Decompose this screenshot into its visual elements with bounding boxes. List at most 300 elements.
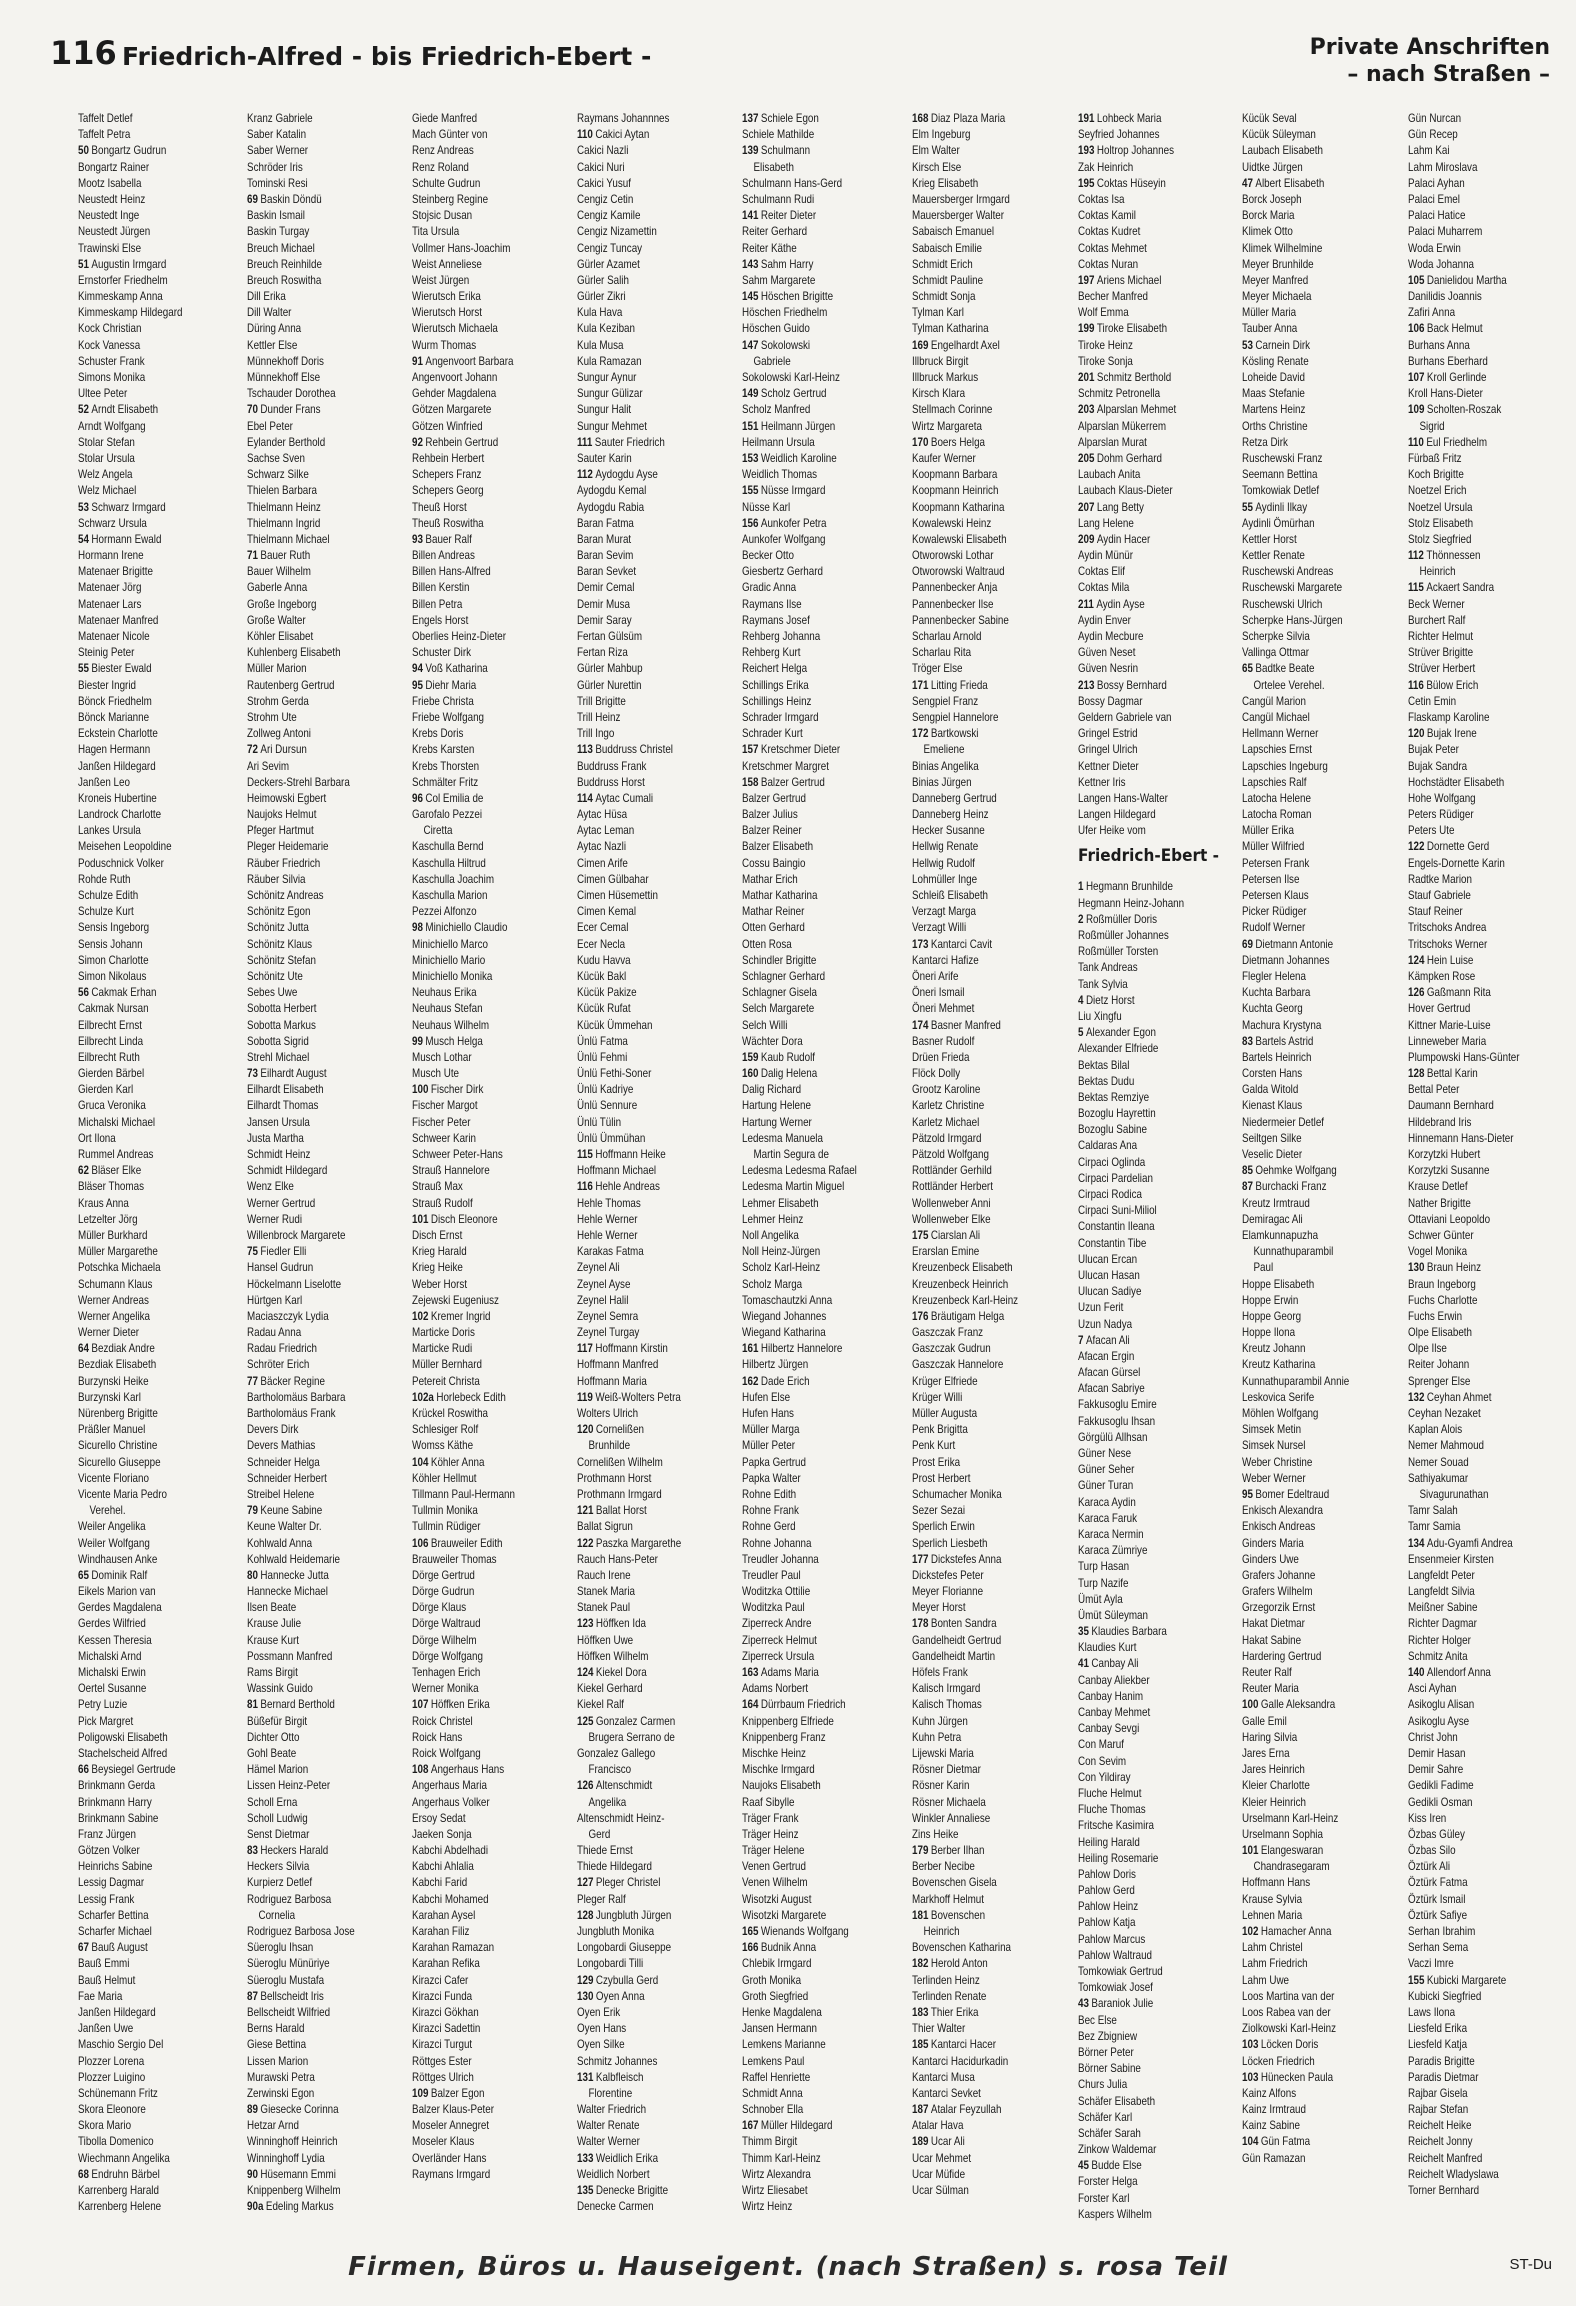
resident-entry: Schindler Brigitte: [742, 952, 817, 967]
resident-entry: Weist Anneliese: [412, 256, 482, 271]
resident-entry: Korzytzki Hubert: [1408, 1147, 1481, 1161]
page-header: [0, 0, 1576, 92]
resident-entry: [912, 1551, 1076, 1567]
resident-entry: Keune Walter Dr.: [247, 1519, 322, 1534]
house-number: 139: [742, 143, 759, 158]
house-number: 131: [577, 2069, 594, 2084]
resident-entry: Canbay Hanim: [1078, 1688, 1144, 1703]
resident-entry: Löcken Friedrich: [1242, 2053, 1315, 2068]
resident-entry: Raymans Josef: [742, 612, 810, 627]
resident-entry: Coktas Mehmet: [1078, 240, 1147, 255]
resident-name: Dietz Horst: [1085, 992, 1135, 1007]
resident-entry: Demir Saray: [577, 612, 632, 627]
resident-entry: [577, 1502, 741, 1518]
resident-entry: Sabaisch Emilie: [912, 240, 983, 255]
resident-entry: Lahm Friedrich: [1242, 1956, 1308, 1971]
resident-name: Dalig Helena: [760, 1066, 818, 1081]
resident-entry: Langfeldt Silvia: [1408, 1584, 1475, 1599]
resident-name: Allendorf Anna: [1426, 1665, 1491, 1679]
resident-entry: [1078, 878, 1242, 894]
resident-name: Heilmann Jürgen: [760, 418, 836, 433]
resident-entry: Winninghoff Heinrich: [247, 2134, 338, 2149]
resident-entry: Sicurello Christine: [78, 1438, 158, 1453]
resident-entry: Lankes Ursula: [78, 823, 141, 838]
resident-name: Augustin Irmgard: [91, 256, 167, 271]
resident-entry: Rummel Andreas: [78, 1147, 154, 1161]
resident-entry: Vicente Maria Pedro: [78, 1486, 167, 1501]
resident-entry: Friebe Christa: [412, 693, 474, 708]
resident-entry: [412, 353, 576, 369]
resident-entry: Köhler Elisabet: [247, 629, 314, 643]
resident-name: Ciarslan Ali: [930, 1227, 981, 1242]
resident-entry: Pick Margret: [78, 1713, 134, 1728]
house-number: 91: [412, 353, 423, 368]
resident-entry: Raymans Irmgard: [412, 2166, 491, 2181]
resident-entry: [1242, 1033, 1406, 1049]
resident-entry: Thimm Karl-Heinz: [742, 2150, 821, 2165]
resident-entry: [1242, 1486, 1406, 1502]
resident-entry: Hakat Sabine: [1242, 1632, 1302, 1647]
resident-name: Hormann Ewald: [91, 531, 162, 546]
resident-entry: [742, 450, 906, 466]
resident-entry: Bongartz Rainer: [78, 159, 150, 174]
resident-entry: Mischke Irmgard: [742, 1762, 815, 1777]
resident-entry: Schäfer Sarah: [1078, 2125, 1141, 2140]
resident-entry: Karaca Aydin: [1078, 1494, 1136, 1509]
resident-entry: Mauersberger Walter: [912, 208, 1005, 223]
resident-entry: Sengpiel Franz: [912, 693, 979, 708]
resident-entry: Hansel Gudrun: [247, 1260, 314, 1275]
entry-continuation: Ortelee Verehel.: [1253, 677, 1325, 692]
resident-entry: Moseler Klaus: [412, 2134, 475, 2149]
resident-entry: Karahan Filiz: [412, 1924, 470, 1938]
resident-name: Thönnessen: [1426, 548, 1481, 563]
resident-entry: Thiede Ernst: [577, 1843, 633, 1858]
resident-entry: Hormann Irene: [78, 548, 144, 563]
resident-entry: Coktas Isa: [1078, 191, 1125, 206]
resident-entry: Scholl Erna: [247, 1794, 298, 1809]
resident-entry: [1242, 1923, 1406, 1939]
resident-entry: [577, 1615, 741, 1631]
resident-entry: Schlesiger Rolf: [412, 1422, 479, 1437]
resident-entry: Disch Ernst: [412, 1227, 463, 1242]
house-number: 113: [577, 742, 593, 757]
resident-entry: Höschen Guido: [742, 321, 810, 336]
resident-entry: [78, 1939, 242, 1955]
resident-entry: Roßmüller Torsten: [1078, 944, 1159, 959]
resident-entry: Gün Nurcan: [1408, 111, 1462, 125]
resident-name: Dominik Ralf: [91, 1567, 148, 1582]
resident-entry: Schulte Gudrun: [412, 175, 481, 190]
resident-entry: Welz Michael: [78, 483, 137, 498]
resident-entry: Wirtz Heinz: [742, 2199, 793, 2214]
resident-entry: Fertan Riza: [577, 645, 628, 660]
resident-entry: Sungur Halit: [577, 402, 632, 417]
resident-name: Fiedler Elli: [260, 1244, 307, 1259]
resident-entry: Weiler Wolfgang: [78, 1535, 150, 1550]
resident-name: Sauter Friedrich: [594, 434, 665, 449]
resident-entry: Kämpken Rose: [1408, 968, 1476, 983]
resident-name: Litting Frieda: [930, 677, 988, 692]
resident-entry: Tamr Salah: [1408, 1503, 1458, 1518]
resident-entry: Ebel Peter: [247, 418, 293, 433]
resident-entry: Palaci Hatice: [1408, 208, 1466, 223]
resident-entry: Reichelt Wladyslawa: [1408, 2166, 1499, 2181]
resident-entry: Oyen Silke: [577, 2037, 625, 2052]
resident-entry: Danilidis Joannis: [1408, 289, 1482, 304]
resident-entry: Bec Else: [1078, 2012, 1117, 2027]
resident-entry: Loos Rabea van der: [1242, 2004, 1331, 2019]
house-number: 137: [742, 111, 759, 125]
resident-entry: Verzagt Willi: [912, 920, 967, 935]
resident-entry: Selch Willi: [742, 1017, 788, 1032]
resident-entry: Rohde Ruth: [78, 871, 131, 886]
resident-entry: Con Yildiray: [1078, 1769, 1131, 1784]
resident-entry: Bauer Wilhelm: [247, 564, 311, 579]
resident-entry: Zerwinski Egon: [247, 2085, 315, 2100]
resident-entry: Willenbrock Margarete: [247, 1227, 346, 1242]
resident-entry: Cangül Michael: [1242, 709, 1310, 724]
resident-entry: Schönitz Egon: [247, 904, 311, 919]
resident-entry: Schneider Herbert: [247, 1470, 327, 1485]
house-number: 172: [912, 726, 929, 741]
resident-entry: Fischer Peter: [412, 1114, 471, 1129]
resident-entry: Klimek Otto: [1242, 224, 1293, 239]
resident-name: Müller Hildegard: [760, 2118, 833, 2133]
resident-entry: Schulze Edith: [78, 888, 139, 902]
resident-entry: Plozzer Lorena: [78, 2053, 145, 2068]
resident-entry: Liu Xingfu: [1078, 1008, 1122, 1023]
resident-entry: Schneider Helga: [247, 1454, 320, 1469]
resident-name: Aydin Ayse: [1096, 596, 1145, 611]
resident-entry: Karahan Aysel: [412, 1907, 476, 1922]
resident-entry: Walter Werner: [577, 2134, 640, 2149]
resident-entry: [1078, 175, 1242, 191]
resident-entry: Weiler Angelika: [78, 1519, 146, 1534]
resident-entry: Präßler Manuel: [78, 1422, 146, 1437]
resident-entry: Vollmer Hans-Joachim: [412, 240, 511, 255]
resident-entry: Hilbertz Jürgen: [742, 1357, 809, 1372]
resident-entry: Demir Hasan: [1408, 1745, 1466, 1760]
resident-entry: Brinkmann Gerda: [78, 1778, 156, 1793]
resident-entry: Roick Christel: [412, 1713, 473, 1728]
resident-entry: Pätzold Wolfgang: [912, 1147, 989, 1161]
resident-entry: Müller Burkhard: [78, 1227, 148, 1242]
resident-entry: [1242, 2133, 1406, 2149]
resident-name: Kalbfleisch: [595, 2069, 644, 2084]
resident-entry: Gaberle Anna: [247, 580, 308, 595]
resident-entry: Gandelheidt Gertrud: [912, 1632, 1002, 1647]
resident-entry: Langen Hans-Walter: [1078, 790, 1168, 805]
resident-entry: Scharlau Rita: [912, 645, 972, 660]
resident-entry: Tylman Katharina: [912, 321, 989, 336]
resident-entry: [412, 1696, 576, 1712]
resident-entry: Koopmann Katharina: [912, 499, 1005, 514]
resident-entry: Streibel Helene: [247, 1486, 315, 1501]
resident-name: Musch Helga: [425, 1033, 483, 1048]
resident-name: Hüsemann Emmi: [260, 2166, 336, 2181]
resident-entry: Strohm Gerda: [247, 693, 309, 708]
resident-entry: Hellmann Werner: [1242, 726, 1319, 741]
resident-entry: Potschka Michaela: [78, 1260, 161, 1275]
resident-entry: Constantin Tibe: [1078, 1235, 1147, 1250]
resident-entry: Lang Helene: [1078, 515, 1134, 530]
resident-entry: Uzun Ferit: [1078, 1300, 1124, 1315]
resident-name: Schmitz Berthold: [1096, 370, 1172, 384]
resident-entry: Sokolowski Karl-Heinz: [742, 370, 840, 384]
resident-entry: Alparslan Mükerrem: [1078, 418, 1167, 433]
resident-entry: Michalski Michael: [78, 1114, 156, 1129]
resident-entry: Cimen Gülbahar: [577, 871, 649, 886]
resident-entry: Kreuzenbeck Heinrich: [912, 1276, 1009, 1291]
resident-entry: Aytac Hüsa: [577, 807, 628, 822]
house-number: 62: [78, 1163, 89, 1178]
resident-entry: Trawinski Else: [78, 240, 142, 255]
resident-entry: Winkler Annaliese: [912, 1810, 991, 1825]
resident-entry: Lohmüller Inge: [912, 871, 978, 886]
resident-entry: Lapschies Ernst: [1242, 742, 1313, 757]
resident-entry: Karletz Michael: [912, 1114, 980, 1129]
house-number: 134: [1408, 1535, 1425, 1550]
resident-entry: Tullmin Monika: [412, 1503, 478, 1518]
resident-entry: [1408, 401, 1572, 417]
house-number: 135: [577, 2183, 594, 2197]
resident-entry: Nemer Souad: [1408, 1454, 1469, 1469]
resident-entry: Hoffmann Maria: [577, 1373, 647, 1388]
house-number: 147: [742, 337, 759, 352]
resident-entry: Nemer Mahmoud: [1408, 1438, 1485, 1453]
resident-entry: Karahan Ramazan: [412, 1940, 495, 1955]
resident-entry: Cossu Baingio: [742, 855, 806, 870]
resident-entry: Gringel Ulrich: [1078, 742, 1138, 757]
resident-entry: Seemann Bettina: [1242, 467, 1318, 482]
resident-entry: Ruschewski Franz: [1242, 450, 1323, 465]
resident-entry: Ünlü Fethi-Soner: [577, 1066, 652, 1081]
resident-entry: Maciaszczyk Lydia: [247, 1308, 329, 1323]
resident-entry: Papka Gertrud: [742, 1454, 806, 1469]
resident-entry: Latocha Helene: [1242, 790, 1311, 805]
resident-entry: Zeynel Ali: [577, 1260, 620, 1275]
resident-name: Bomer Edeltraud: [1255, 1486, 1330, 1501]
resident-entry: Kula Musa: [577, 337, 624, 352]
resident-entry: Tritschoks Andrea: [1408, 920, 1487, 935]
resident-entry: Rams Birgit: [247, 1665, 298, 1679]
resident-entry: Saber Werner: [247, 143, 309, 158]
resident-entry: Cirpaci Suni-Miliol: [1078, 1203, 1157, 1218]
resident-entry: Venen Wilhelm: [742, 1875, 808, 1890]
resident-entry: Gaszczak Hannelore: [912, 1357, 1004, 1372]
resident-entry: Sobotta Markus: [247, 1017, 316, 1032]
resident-entry: [412, 1211, 576, 1227]
resident-entry: Berber Necibe: [912, 1859, 975, 1874]
resident-entry: Sobotta Sigrid: [247, 1033, 309, 1048]
house-number: 102: [412, 1308, 429, 1323]
resident-entry: Kantarci Hacidurkadin: [912, 2053, 1009, 2068]
house-number: 35: [1078, 1624, 1089, 1639]
resident-entry: Hildebrand Iris: [1408, 1114, 1472, 1129]
resident-entry: [78, 499, 242, 515]
resident-entry: Götzen Winfried: [412, 418, 483, 433]
resident-name: Voß Katharina: [425, 661, 488, 676]
resident-entry: Heiling Rosemarie: [1078, 1850, 1159, 1865]
resident-name: Nüsse Irmgard: [760, 483, 826, 498]
resident-entry: [742, 1049, 906, 1065]
resident-entry: [742, 385, 906, 401]
resident-entry: Vallinga Ottmar: [1242, 645, 1310, 660]
resident-entry: Ceyhan Nezaket: [1408, 1406, 1481, 1420]
house-number: 55: [78, 661, 89, 676]
resident-name: Höffken Erika: [430, 1697, 490, 1712]
resident-entry: Schuster Dirk: [412, 645, 472, 660]
resident-entry: Öztürk Safiye: [1408, 1907, 1468, 1922]
resident-entry: Kiekel Ralf: [577, 1697, 625, 1712]
resident-entry: [577, 1340, 741, 1356]
resident-entry: Ensenmeier Kirsten: [1408, 1551, 1494, 1566]
resident-entry: Cetin Emin: [1408, 693, 1457, 708]
resident-entry: Scherpke Silvia: [1242, 629, 1310, 643]
resident-entry: Venen Gertrud: [742, 1859, 807, 1874]
resident-entry: Hoffmann Michael: [577, 1163, 657, 1178]
resident-entry: Kessen Theresia: [78, 1632, 152, 1647]
resident-entry: Theuß Horst: [412, 499, 467, 514]
resident-entry: Langfeldt Peter: [1408, 1567, 1475, 1582]
resident-entry: Gerdes Magdalena: [78, 1600, 162, 1615]
resident-name: Budde Else: [1091, 2158, 1142, 2173]
resident-name: Eilhardt August: [260, 1066, 327, 1081]
resident-entry: Aunkofer Wolfgang: [742, 531, 826, 546]
resident-entry: Scholz Karl-Heinz: [742, 1260, 821, 1275]
resident-entry: Schmidt Erich: [912, 256, 973, 271]
resident-entry: [742, 418, 906, 434]
house-number: 106: [1408, 321, 1425, 336]
resident-entry: Gürler Azamet: [577, 256, 640, 271]
resident-entry: Aydogdu Rabia: [577, 499, 645, 514]
resident-entry: Kaufer Werner: [912, 450, 976, 465]
resident-entry: Becher Manfred: [1078, 289, 1149, 304]
resident-name: Roßmüller Doris: [1085, 911, 1158, 926]
resident-entry: Scharlau Arnold: [912, 629, 982, 643]
resident-entry: [412, 1308, 576, 1324]
resident-entry: Köhler Hellmut: [412, 1470, 477, 1485]
resident-entry: Billen Kerstin: [412, 580, 470, 595]
resident-entry: Baran Sevket: [577, 564, 637, 579]
resident-entry: Henke Magdalena: [742, 2004, 822, 2019]
resident-entry: Sachse Sven: [247, 450, 305, 465]
house-number: 122: [577, 1535, 594, 1550]
directory-column: [1078, 110, 1243, 2222]
resident-entry: Karrenberg Helene: [78, 2199, 162, 2214]
resident-entry: Krieg Heike: [412, 1260, 463, 1275]
resident-entry: Buddruss Horst: [577, 774, 645, 789]
resident-entry: Neustedt Heinz: [78, 191, 146, 206]
resident-name: Angerhaus Hans: [430, 1762, 505, 1777]
house-number: 117: [577, 1341, 593, 1356]
resident-name: Baraniok Julie: [1091, 1996, 1154, 2011]
resident-entry: Schiele Mathilde: [742, 127, 815, 142]
house-number: 119: [577, 1389, 593, 1404]
resident-name: Tiroke Elisabeth: [1096, 321, 1168, 336]
house-number: 111: [577, 434, 593, 449]
resident-entry: [577, 1972, 741, 1988]
resident-entry: Schmidt Hildegard: [247, 1163, 328, 1178]
resident-entry: Lehmer Heinz: [742, 1211, 804, 1226]
resident-entry: [1078, 142, 1242, 158]
resident-entry: Schmidt Pauline: [912, 272, 984, 287]
resident-entry: Sprenger Else: [1408, 1373, 1471, 1388]
resident-entry: [742, 110, 906, 126]
resident-entry: [912, 1955, 1076, 1971]
resident-entry: Hufen Else: [742, 1389, 791, 1404]
resident-name: Lang Betty: [1096, 499, 1144, 514]
resident-entry: Bujak Peter: [1408, 742, 1459, 757]
resident-entry: [78, 1162, 242, 1178]
resident-name: Hein Luise: [1426, 952, 1474, 967]
resident-name: Giesecke Corinna: [260, 2102, 339, 2117]
house-number: 169: [912, 337, 929, 352]
resident-entry: Hardering Gertrud: [1242, 1648, 1322, 1663]
resident-entry: Schillings Heinz: [742, 693, 812, 708]
resident-entry: Hufen Hans: [742, 1406, 794, 1420]
resident-entry: Kuhn Petra: [912, 1729, 962, 1744]
resident-entry: Sahm Margarete: [742, 272, 816, 287]
resident-entry: Sobotta Herbert: [247, 1001, 317, 1016]
entry-continuation: Florentine: [588, 2085, 633, 2100]
house-number: 128: [577, 1907, 594, 1922]
resident-entry: Bartels Heinrich: [1242, 1049, 1312, 1064]
resident-entry: Balzer Elisabeth: [742, 839, 814, 854]
house-number: 107: [412, 1697, 429, 1712]
house-number: 53: [78, 499, 89, 514]
resident-name: Hehle Andreas: [595, 1179, 660, 1194]
resident-entry: Zins Heike: [912, 1826, 959, 1841]
resident-entry: [742, 337, 906, 353]
resident-entry: Balzer Reiner: [742, 823, 802, 838]
resident-entry: Kunnathuparambil Annie: [1242, 1373, 1350, 1388]
resident-entry: Lahm Kai: [1408, 143, 1450, 158]
resident-entry: Overländer Hans: [412, 2150, 487, 2165]
house-number: 90: [247, 2166, 258, 2181]
resident-name: Hilbertz Hannelore: [760, 1341, 843, 1356]
resident-entry: Alparslan Murat: [1078, 434, 1147, 449]
resident-entry: [742, 288, 906, 304]
house-number: 156: [742, 515, 759, 530]
resident-entry: [78, 1761, 242, 1777]
resident-name: Arndt Elisabeth: [91, 402, 159, 417]
resident-name: Alparslan Mehmet: [1096, 402, 1177, 417]
resident-entry: Wirtz Margareta: [912, 418, 982, 433]
house-number: 120: [577, 1422, 594, 1437]
resident-entry: Bujak Sandra: [1408, 758, 1468, 773]
resident-entry: Reuter Ralf: [1242, 1665, 1292, 1679]
resident-entry: Schweer Karin: [412, 1130, 476, 1145]
resident-entry: Klimek Wilhelmine: [1242, 240, 1323, 255]
resident-entry: [247, 191, 411, 207]
resident-entry: Stanek Paul: [577, 1600, 631, 1615]
house-number: 45: [1078, 2158, 1089, 2173]
resident-entry: [912, 2133, 1076, 2149]
resident-entry: Heiling Harald: [1078, 1834, 1140, 1849]
resident-entry: Krüger Willi: [912, 1389, 963, 1404]
resident-entry: Strauß Hannelore: [412, 1163, 490, 1178]
resident-entry: Bellscheidt Wilfried: [247, 2004, 331, 2019]
house-number: 52: [78, 402, 89, 417]
house-number: 123: [577, 1616, 594, 1631]
resident-entry: Penk Kurt: [912, 1438, 956, 1453]
resident-entry: Pannenbecker Anja: [912, 580, 998, 595]
resident-entry: Urselmann Sophia: [1242, 1826, 1323, 1841]
resident-entry: Büßefür Birgit: [247, 1713, 308, 1728]
resident-entry: [412, 790, 576, 806]
